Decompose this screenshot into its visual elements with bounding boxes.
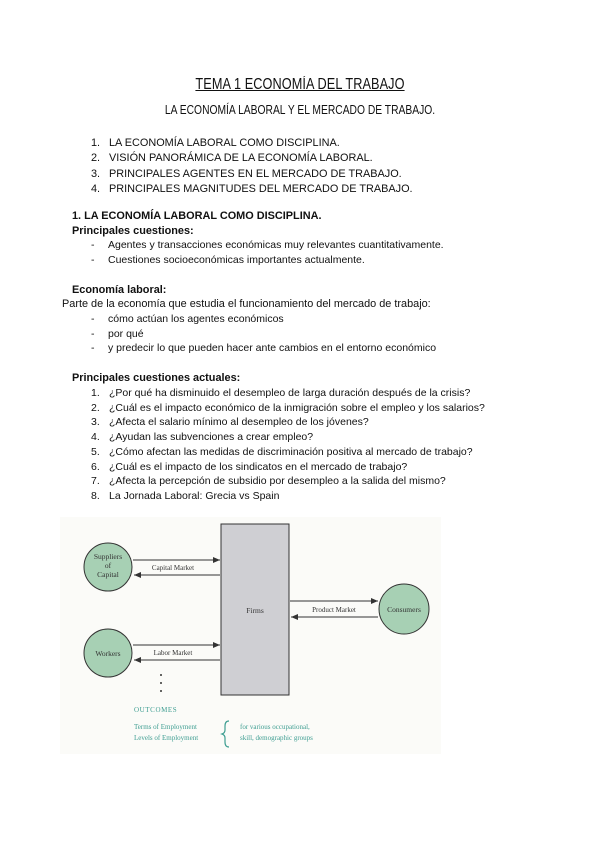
labor-market-diagram: [60, 517, 441, 754]
toc-item: 2. VISIÓN PANORÁMICA DE LA ECONOMÍA LABORAL.: [91, 152, 373, 165]
list-item: 2. ¿Cuál es el impacto económico de la inmigración sobre el empleo y los salarios?: [91, 401, 485, 414]
labor-list: [91, 312, 436, 356]
capital-market-label: Capital Market: [151, 564, 195, 572]
list-item: 6. ¿Cuál es el impacto de los sindicatos en el mercado de trabajo?: [91, 460, 408, 473]
issues-list: [91, 238, 444, 267]
list-item: 3. ¿Afecta el salario mínimo al desempleo de los jóvenes?: [91, 416, 369, 429]
product-market-label: Product Market: [312, 606, 356, 614]
for-various-label: for various occupational,: [240, 723, 310, 731]
labor-definition: Parte de la economía que estudia el funcionamiento del mercado de trabajo:: [62, 298, 431, 310]
current-issues-list: [91, 386, 485, 504]
toc-item: 3. PRINCIPALES AGENTES EN EL MERCADO DE TRABAJO.: [91, 167, 402, 180]
list-item: - por qué: [91, 327, 144, 340]
diagram-svg: [60, 517, 441, 754]
section-heading: 1. LA ECONOMÍA LABORAL COMO DISCIPLINA.: [72, 210, 322, 222]
current-issues-heading: Principales cuestiones actuales:: [72, 372, 241, 384]
list-item: - Agentes y transacciones económicas muy relevantes cuantitativamente.: [91, 239, 444, 251]
terms-label: Terms of Employment: [134, 723, 197, 731]
outcomes-label: OUTCOMES: [134, 706, 178, 714]
ellipsis-dot: [160, 690, 162, 692]
labor-market-label: Labor Market: [153, 649, 193, 657]
list-item: - cómo actúan los agentes económicos: [91, 313, 284, 325]
table-of-contents: [91, 136, 413, 197]
list-item: - y predecir lo que pueden hacer ante cambios en el entorno económico: [91, 342, 437, 355]
suppliers-label: of: [104, 561, 112, 570]
list-item: 7. ¿Afecta la percepción de subsidio por desempleo a la salida del mismo?: [91, 475, 446, 488]
list-item: 8. La Jornada Laboral: Grecia vs Spain: [91, 489, 280, 502]
ellipsis-dot: [160, 682, 162, 684]
labor-heading: Economía laboral:: [72, 284, 167, 296]
ellipsis-dot: [160, 674, 162, 676]
suppliers-label: Suppliers: [93, 552, 123, 561]
page-title: TEMA 1 ECONOMÍA DEL TRABAJO: [195, 76, 405, 93]
list-item: 1. ¿Por qué ha disminuido el desempleo de larga duración después de la crisis?: [91, 387, 471, 399]
page-subtitle: LA ECONOMÍA LABORAL Y EL MERCADO DE TRABAJO.: [164, 102, 436, 117]
brace-icon: [222, 721, 229, 747]
firms-label: Firms: [246, 606, 264, 615]
workers-label: Workers: [95, 649, 121, 658]
list-item: 4. ¿Ayudan las subvenciones a crear empleo?: [91, 431, 314, 444]
consumers-label: Consumers: [387, 605, 421, 614]
issues-heading: Principales cuestiones:: [72, 225, 194, 237]
list-item: 5. ¿Cómo afectan las medidas de discriminación positiva al mercado de trabajo?: [91, 445, 473, 458]
toc-item: 1. LA ECONOMÍA LABORAL COMO DISCIPLINA.: [91, 137, 340, 149]
toc-item: 4. PRINCIPALES MAGNITUDES DEL MERCADO DE TRABAJO.: [91, 182, 413, 195]
skill-groups-label: skill, demographic groups: [240, 734, 313, 742]
list-item: - Cuestiones socioeconómicas importantes actualmente.: [91, 253, 365, 266]
suppliers-label: Capital: [97, 570, 119, 579]
levels-label: Levels of Employment: [134, 734, 199, 742]
